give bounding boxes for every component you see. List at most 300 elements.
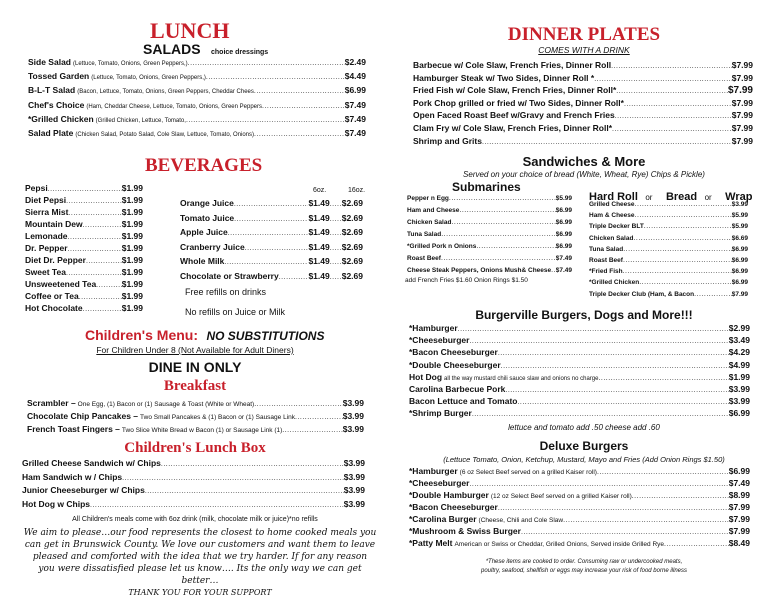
item-name: Side Salad xyxy=(28,57,71,67)
dot-leader xyxy=(469,338,728,345)
hardroll-label: Hard Roll xyxy=(589,191,638,203)
dinner-plate-item xyxy=(413,73,753,83)
hardroll-item xyxy=(589,212,748,219)
item-name: Junior Cheeseburger w/ Chips xyxy=(22,485,145,495)
childrens-menu-heading xyxy=(85,327,324,345)
item-price: $1.99 xyxy=(728,371,750,382)
lunchbox-item xyxy=(22,499,365,509)
dot-leader xyxy=(90,502,344,509)
item-price: $1.49 xyxy=(308,198,330,208)
item-name: *Grilled Pork n Onions xyxy=(407,243,477,250)
lunch-title: LUNCH xyxy=(150,18,230,43)
submarine-item xyxy=(407,195,572,202)
item-price: $3.99 xyxy=(343,458,365,468)
item-price: $3.99 xyxy=(728,396,750,407)
item-description: (Lettuce, Tomato, Onions, Green Peppers,) xyxy=(91,75,206,82)
dot-leader xyxy=(611,63,732,70)
item-name: Roast Beef xyxy=(589,257,623,264)
item-price: $2.69 xyxy=(341,256,363,266)
footer-line: you were dissatisfied please let us know…. Its the only way we can get better… xyxy=(38,564,362,586)
item-price: $2.69 xyxy=(341,241,363,252)
item-name: Sierra Mist xyxy=(25,207,69,217)
item-price: $3.99 xyxy=(342,411,364,421)
item-name: Chocolate or Strawberry xyxy=(180,270,279,281)
dot-leader xyxy=(498,505,729,512)
item-name: *Bacon Cheeseburger xyxy=(409,502,498,512)
dot-leader xyxy=(161,461,344,468)
dot-leader xyxy=(517,399,728,406)
item-price: $1.49 xyxy=(308,256,330,266)
item-price: $7.49 xyxy=(728,478,750,488)
dot-leader xyxy=(330,245,342,252)
item-price: $1.99 xyxy=(121,279,143,289)
dot-leader xyxy=(501,363,729,370)
item-price: $2.69 xyxy=(341,198,363,208)
hardroll-item xyxy=(589,257,748,264)
deluxe-burgers-subheading: (Lettuce Tomato, Onion, Ketchup, Mustard, Mayo and Fries (Add Onion Rings $1.50) xyxy=(443,455,725,464)
childrens-menu-label: Children's Menu: xyxy=(85,327,198,343)
dot-leader xyxy=(48,186,122,193)
item-price: $6.99 xyxy=(344,85,366,96)
item-name: B-L-T Salad xyxy=(28,85,76,96)
item-name: Tuna Salad xyxy=(407,231,442,238)
item-price: $2.69 xyxy=(341,227,363,237)
item-name: Ham Sandwich w / Chips xyxy=(22,471,123,482)
item-price: $7.99 xyxy=(727,85,753,97)
bread-label: Bread xyxy=(665,191,698,203)
burgerville-item xyxy=(409,384,750,394)
item-price: $6.99 xyxy=(555,243,572,250)
item-price: $1.99 xyxy=(121,255,143,265)
dot-leader xyxy=(472,411,729,418)
item-description: (12 oz Select Beef served on a grilled Kaiser roll) xyxy=(490,493,632,500)
item-price: $1.99 xyxy=(121,207,143,217)
beverage-item xyxy=(25,267,143,277)
dot-leader xyxy=(234,216,308,223)
lunchbox-note: All Children's meals come with 6oz drink (milk, chocolate milk or juice)*no refills xyxy=(72,516,318,523)
item-description: (Cheese, Chili and Cole Slaw xyxy=(478,517,564,524)
deluxe-burger-item xyxy=(409,526,750,536)
item-price: $7.99 xyxy=(731,97,753,108)
hardroll-item xyxy=(589,246,748,253)
dot-leader xyxy=(482,139,732,146)
item-price: $1.99 xyxy=(121,243,143,253)
item-price: $1.49 xyxy=(308,270,330,281)
item-name: Ham and Cheese xyxy=(407,207,460,214)
dot-leader xyxy=(624,101,732,108)
dot-leader xyxy=(86,258,122,265)
item-name: Barbecue w/ Cole Slaw, French Fries, Dinner Roll xyxy=(413,60,612,70)
dot-leader xyxy=(505,387,728,394)
or-label: or xyxy=(645,193,653,202)
item-price: $6.99 xyxy=(555,231,572,238)
dot-leader xyxy=(68,210,121,217)
dot-leader xyxy=(632,493,729,500)
item-price: $2.99 xyxy=(728,323,750,333)
burgerville-item xyxy=(409,396,750,406)
item-name: Grilled Cheese Sandwich w/ Chips xyxy=(22,458,161,468)
dot-leader xyxy=(245,245,309,252)
item-price: $7.99 xyxy=(728,502,750,512)
item-price: $6.99 xyxy=(555,219,572,226)
dot-leader xyxy=(598,375,728,382)
dot-leader xyxy=(186,117,345,124)
breakfast-item xyxy=(27,411,364,421)
breakfast-title: Breakfast xyxy=(163,378,227,394)
submarine-item xyxy=(407,231,572,238)
item-price: $6.99 xyxy=(728,466,750,476)
beverage-item xyxy=(25,243,143,253)
item-price: $7.49 xyxy=(555,267,572,274)
dot-leader xyxy=(694,291,732,298)
item-price: $2.49 xyxy=(344,57,366,67)
lunchbox-item xyxy=(22,485,365,495)
item-price: $1.99 xyxy=(121,219,143,229)
item-price: $7.99 xyxy=(731,123,753,133)
footer-line: pleased and comforted with the idea that we try harder. If for any reason xyxy=(32,552,368,562)
item-price: $3.99 xyxy=(343,471,365,482)
item-name: Pork Chop grilled or fried w/ Two Sides, Dinner Roll* xyxy=(413,97,624,108)
hardroll-item xyxy=(589,279,748,286)
juice-item xyxy=(180,227,363,237)
salad-item xyxy=(28,100,366,110)
item-name: Mountain Dew xyxy=(25,219,83,229)
item-price: $3.99 xyxy=(728,384,750,394)
item-name: *Hamburger xyxy=(409,466,458,476)
deluxe-burger-item xyxy=(409,514,750,524)
dot-leader xyxy=(469,481,728,488)
item-description: American or Swiss or Cheddar, Grilled Onions, Served inside Grilled Rye xyxy=(454,541,664,548)
item-name: Hot Dog xyxy=(409,371,443,382)
item-price: $1.99 xyxy=(121,291,143,301)
item-name: Hot Dog w Chips xyxy=(22,498,90,509)
item-name: Scrambler – xyxy=(27,398,76,408)
item-price: $1.99 xyxy=(121,195,143,205)
item-name: French Toast Fingers – xyxy=(27,424,120,434)
breakfast-item xyxy=(27,398,364,408)
item-name: Hamburger Steak w/ Two Sides, Dinner Roll * xyxy=(413,72,595,83)
dot-leader xyxy=(449,195,556,202)
item-name: Chicken Salad xyxy=(589,234,634,242)
item-name: Sweet Tea xyxy=(25,267,66,277)
salad-item xyxy=(28,85,366,95)
dot-leader xyxy=(330,216,342,223)
juice-item xyxy=(180,256,363,266)
item-price: $3.99 xyxy=(731,201,748,208)
dot-leader xyxy=(224,259,308,266)
size-large-label: 16oz. xyxy=(348,187,366,194)
item-name: Carolina Barbecue Pork xyxy=(409,384,506,394)
dot-leader xyxy=(279,274,309,281)
item-price: $1.99 xyxy=(121,231,143,241)
item-name: Chicken Salad xyxy=(407,219,452,226)
salad-item xyxy=(28,57,366,67)
item-price: $7.99 xyxy=(731,290,748,298)
item-name: Cheese Steak Peppers, Onions Mush& Cheese xyxy=(407,267,552,274)
item-name: Hot Chocolate xyxy=(25,303,83,313)
deluxe-burger-item xyxy=(409,490,750,500)
dot-leader xyxy=(96,282,122,289)
beverage-item xyxy=(25,303,143,313)
dot-leader xyxy=(623,246,732,253)
dot-leader xyxy=(79,294,122,301)
item-price: $7.99 xyxy=(731,135,753,146)
footer-line: can get in Brunswick County. We love our customers and want them to leave xyxy=(24,540,376,550)
item-name: Chocolate Chip Pancakes – xyxy=(27,411,139,421)
submarines-title: Submarines xyxy=(452,180,521,194)
item-price: $1.49 xyxy=(308,241,330,252)
dot-leader xyxy=(234,201,309,208)
dot-leader xyxy=(623,268,732,275)
dine-in-only-label: DINE IN ONLY xyxy=(148,359,242,375)
beverage-item xyxy=(25,255,143,265)
dot-leader xyxy=(254,88,345,95)
item-name: Lemonade xyxy=(25,231,68,241)
or-label: or xyxy=(704,193,712,202)
item-name: *Grilled Chicken xyxy=(28,113,94,124)
juice-item xyxy=(180,271,363,281)
item-price: $6.99 xyxy=(728,408,750,419)
footer-line: We aim to please…our food represents the closest to home cooked meals you xyxy=(23,528,377,538)
item-description: Two Slice White Bread w Bacon (1) or Sausage Link (1) xyxy=(121,427,283,434)
dot-leader xyxy=(623,257,732,264)
item-name: Apple Juice xyxy=(180,227,228,237)
beverage-item xyxy=(25,219,143,229)
dot-leader xyxy=(521,529,729,536)
item-name: Pepsi xyxy=(25,183,48,193)
submarine-item xyxy=(407,219,572,226)
hardroll-item xyxy=(589,235,748,242)
hardroll-item xyxy=(589,291,748,298)
dot-leader xyxy=(639,279,732,286)
dot-leader xyxy=(451,219,555,226)
item-price: $7.49 xyxy=(344,113,366,124)
item-description: One Egg, (1) Bacon or (1) Sausage & Toast (White or Wheat) xyxy=(77,401,255,408)
item-name: Whole Milk xyxy=(180,256,225,266)
item-name: *Patty Melt xyxy=(409,538,453,548)
item-price: $2.69 xyxy=(341,270,363,281)
beverage-item xyxy=(25,207,143,217)
dot-leader xyxy=(66,198,122,205)
free-refills-note: Free refills on drinks xyxy=(185,287,267,297)
item-price: $6.99 xyxy=(731,268,748,276)
disclaimer-line-2: poultry, seafood, shellfish or eggs may increase your risk of food borne illness xyxy=(481,568,687,574)
item-name: Chef's Choice xyxy=(28,99,85,110)
salad-item xyxy=(28,71,366,81)
item-name: *Hamburger xyxy=(409,323,458,333)
lunchbox-item xyxy=(22,458,365,468)
size-small-label: 6oz. xyxy=(313,187,327,194)
salad-item xyxy=(28,128,366,138)
dot-leader xyxy=(476,243,555,250)
item-name: *Carolina Burger xyxy=(409,514,477,524)
salads-heading: SALADS xyxy=(143,41,201,57)
beverage-item xyxy=(25,279,143,289)
burgerville-item xyxy=(409,335,750,345)
item-name: Pepper n Egg xyxy=(407,195,449,202)
item-price: $1.99 xyxy=(121,303,143,313)
dot-leader xyxy=(330,201,342,208)
item-name: Clam Fry w/ Cole Slaw, French Fries, Dinner Roll* xyxy=(413,123,613,133)
dinner-plates-title: DINNER PLATES xyxy=(507,24,661,45)
burgerville-item xyxy=(409,408,750,418)
item-name: Open Faced Roast Beef w/Gravy and French Fries xyxy=(413,110,615,121)
item-name: Tomato Juice xyxy=(180,212,235,223)
dot-leader xyxy=(633,235,731,242)
childrens-lunchbox-title: Children's Lunch Box xyxy=(124,440,266,456)
item-price: $4.29 xyxy=(728,347,750,358)
disclaimer-line-1: *These items are cooked to order. Consuming raw or undercooked meats, xyxy=(485,559,683,565)
no-substitutions-label: NO SUBSTITUTIONS xyxy=(206,329,325,343)
item-price: $7.49 xyxy=(555,255,572,262)
item-price: $6.99 xyxy=(555,207,572,214)
item-price: $2.69 xyxy=(341,212,363,223)
dot-leader xyxy=(66,270,122,277)
dot-leader xyxy=(615,113,732,120)
deluxe-burger-item xyxy=(409,538,750,548)
item-description: all the way mustard chili sauce slaw and onions no charge xyxy=(444,375,599,382)
item-description: (Lettuce, Tomato, Onions, Green Peppers,) xyxy=(73,61,188,67)
dot-leader xyxy=(122,475,344,482)
item-name: Tossed Garden xyxy=(28,71,90,82)
item-name: Unsweetened Tea xyxy=(25,279,97,289)
wrap-label: Wrap xyxy=(725,191,753,203)
item-name: *Bacon Cheeseburger xyxy=(409,347,498,358)
dot-leader xyxy=(597,469,729,476)
dinner-plate-item xyxy=(413,98,753,108)
dot-leader xyxy=(145,488,344,495)
beverage-item xyxy=(25,183,143,193)
item-name: Shrimp and Grits xyxy=(413,135,482,146)
dot-leader xyxy=(188,60,345,67)
dot-leader xyxy=(330,230,342,237)
dot-leader xyxy=(635,201,732,208)
breakfast-item xyxy=(27,424,364,434)
dot-leader xyxy=(68,246,122,253)
burgerville-title: Burgerville Burgers, Dogs and More!!! xyxy=(475,308,693,322)
submarine-item xyxy=(407,267,572,274)
item-price: $6.69 xyxy=(731,234,748,242)
burgerville-item xyxy=(409,360,750,370)
dot-leader xyxy=(458,326,729,333)
item-name: Coffee or Tea xyxy=(25,291,79,301)
item-name: Cranberry Juice xyxy=(180,241,245,252)
item-price: $3.99 xyxy=(342,398,364,408)
item-price: $1.99 xyxy=(121,183,143,193)
sandwiches-title: Sandwiches & More xyxy=(522,154,646,169)
burgerville-item xyxy=(409,372,750,382)
item-name: Roast Beef xyxy=(407,255,441,262)
juice-item xyxy=(180,213,363,223)
item-name: Salad Plate xyxy=(28,128,74,138)
childrens-menu-subheading: For Children Under 8 (Not Available for Adult Diners) xyxy=(96,345,294,355)
salad-item xyxy=(28,114,366,124)
item-price: $7.99 xyxy=(728,514,750,524)
hardroll-item xyxy=(589,201,748,208)
item-name: Fried Fish w/ Cole Slaw, French Fries, Dinner Roll* xyxy=(413,85,617,96)
deluxe-burger-item xyxy=(409,466,750,476)
item-price: $3.99 xyxy=(343,485,365,495)
item-price: $3.99 xyxy=(342,424,364,434)
deluxe-burger-item xyxy=(409,478,750,488)
item-price: $7.49 xyxy=(344,128,366,138)
item-price: $1.49 xyxy=(308,227,330,237)
item-description: (Chicken Salad, Potato Salad, Cole Slaw, Lettuce, Tomato, Onions) xyxy=(75,132,255,138)
dot-leader xyxy=(228,230,309,237)
item-name: Orange Juice xyxy=(180,198,234,208)
item-description: Two Small Pancakes & (1) Bacon or (1) Sausage Link xyxy=(140,414,296,421)
dot-leader xyxy=(330,274,342,281)
dot-leader xyxy=(612,126,732,133)
item-name: *Cheeseburger xyxy=(409,335,470,346)
item-name: Grilled Cheese xyxy=(589,201,635,208)
beverage-item xyxy=(25,291,143,301)
item-price: $1.99 xyxy=(121,267,143,277)
item-price: $6.99 xyxy=(731,279,748,287)
dot-leader xyxy=(441,255,556,262)
burgerville-note: lettuce and tomato add .50 cheese add .60 xyxy=(508,423,660,432)
deluxe-burger-item xyxy=(409,502,750,512)
dot-leader xyxy=(262,103,345,110)
dinner-plate-item xyxy=(413,123,753,133)
item-name: *Double Hamburger xyxy=(409,490,489,500)
item-name: Bacon Lettuce and Tomato xyxy=(409,396,518,407)
dot-leader xyxy=(206,74,345,81)
item-name: *Fried Fish xyxy=(589,268,623,276)
juice-item xyxy=(180,198,363,208)
dot-leader xyxy=(459,207,555,214)
dinner-plate-item xyxy=(413,60,753,70)
dot-leader xyxy=(644,223,732,230)
dot-leader xyxy=(563,517,729,524)
item-name: *Mushroom & Swiss Burger xyxy=(409,526,521,536)
submarine-item xyxy=(407,207,572,214)
item-price: $7.99 xyxy=(731,110,753,121)
item-price: $4.49 xyxy=(344,71,366,82)
submarines-add-note: add French Fries $1.60 Onion Rings $1.50 xyxy=(405,277,528,284)
item-name: *Double Cheeseburger xyxy=(409,359,501,370)
beverage-item xyxy=(25,195,143,205)
item-price: $8.49 xyxy=(728,538,750,548)
dot-leader xyxy=(635,212,732,219)
dinner-plate-item xyxy=(413,136,753,146)
item-price: $8.99 xyxy=(728,490,750,500)
dinner-plate-item xyxy=(413,110,753,120)
item-name: *Grilled Chicken xyxy=(589,279,640,287)
item-name: Diet Pepsi xyxy=(25,195,67,205)
dot-leader xyxy=(295,414,343,421)
submarine-item xyxy=(407,243,572,250)
item-price: $6.99 xyxy=(731,257,748,264)
beverage-item xyxy=(25,231,143,241)
item-description: (Ham, Cheddar Cheese, Lettuce, Tomato, Onions, Green Peppers xyxy=(86,103,262,110)
sandwiches-subheading: Served on your choice of bread (White, Wheat, Rye) Chips & Pickle) xyxy=(463,170,705,179)
juice-item xyxy=(180,242,363,252)
item-name: *Shrimp Burger xyxy=(409,408,472,419)
item-description: (6 oz Select Beef served on a grilled Kaiser roll) xyxy=(459,469,597,476)
dot-leader xyxy=(254,131,345,138)
beverages-title: BEVERAGES xyxy=(145,155,263,176)
dot-leader xyxy=(616,88,728,95)
footer-thanks: THANK YOU FOR YOUR SUPPORT xyxy=(128,588,272,597)
burgerville-item xyxy=(409,323,750,333)
item-price: $5.99 xyxy=(731,212,748,220)
item-name: Diet Dr. Pepper xyxy=(25,255,86,265)
hardroll-item xyxy=(589,223,748,230)
item-price: $3.99 xyxy=(343,498,365,509)
dot-leader xyxy=(664,541,729,548)
dot-leader xyxy=(330,259,342,266)
